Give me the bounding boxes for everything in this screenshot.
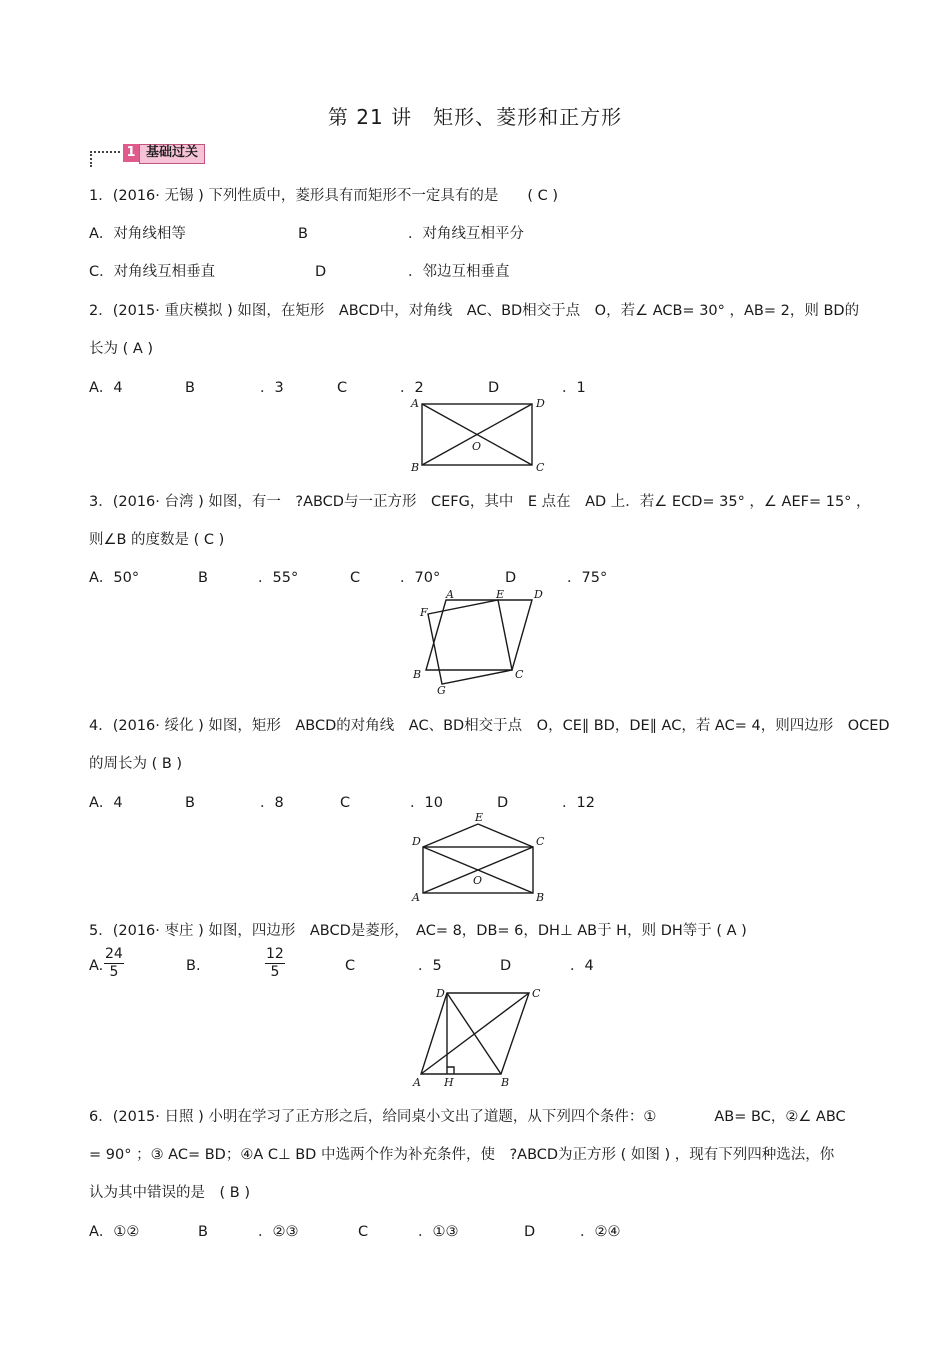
q6-stem-cont: = 90° ；③ AC= BD；④A C⊥ BD 中选两个作为补充条件，使 ?ABCD为正方形 ( 如图 ) ，现有下列四种选法，你 — [89, 1147, 835, 1163]
q5-option-b-fraction — [265, 946, 285, 981]
q4-stem: 4．(2016· 绥化 ) 如图，矩形 ABCD的对角线 AC、BD相交于点 O，CE∥ BD，DE∥ AC，若 AC= 4，则四边形 OCED — [89, 718, 890, 734]
q3-option-d-letter: D — [505, 570, 517, 586]
q2-label-c: C — [536, 461, 545, 474]
q3-option-b-letter: B — [198, 570, 208, 586]
q1-option-b-text: ．对角线互相平分 — [408, 226, 524, 242]
q4-label-b: B — [536, 891, 545, 904]
q3-option-c-letter: C — [350, 570, 361, 586]
q5-option-b-denominator: 5 — [270, 964, 280, 980]
page-title: 第 21 讲 矩形、菱形和正方形 — [327, 105, 623, 129]
q5-right-angle-mark — [447, 1067, 454, 1074]
q1-option-d-text: ．邻边互相垂直 — [408, 264, 510, 280]
q2-label-b: B — [411, 461, 420, 474]
q3-option-d-text: ．75° — [567, 570, 608, 586]
q4-label-d: D — [412, 835, 421, 848]
q6-option-c-text: ．①③ — [418, 1224, 459, 1240]
q5-label-c: C — [532, 987, 541, 1000]
q3-label-b: B — [413, 668, 422, 681]
q6-option-b-text: ．②③ — [258, 1224, 299, 1240]
q5-stem: 5．(2016· 枣庄 ) 如图，四边形 ABCD是菱形， AC= 8，DB= 6，DH⊥ AB于 H，则 DH等于 ( A ) — [89, 923, 747, 939]
q3-label-a: A — [446, 588, 454, 601]
q6-stem-cont2: 认为其中错误的是 ( B ) — [89, 1185, 250, 1201]
q2-stem: 2．(2015· 重庆模拟 ) 如图，在矩形 ABCD中，对角线 AC、BD相交于点 O，若∠ ACB= 30° ，AB= 2，则 BD的 — [89, 303, 860, 319]
q3-label-d: D — [534, 588, 543, 601]
q2-option-b-letter: B — [185, 380, 195, 396]
q5-option-b-numerator: 12 — [266, 946, 284, 962]
q5-option-d-letter: D — [500, 958, 512, 974]
q4-option-c-letter: C — [340, 795, 351, 811]
q5-label-b: B — [501, 1076, 510, 1089]
q3-square — [428, 600, 512, 684]
q1-option-d-letter: D — [315, 264, 327, 280]
q3-label-g: G — [437, 684, 446, 697]
q3-label-e: E — [496, 588, 505, 601]
q4-option-a: A．4 — [89, 795, 123, 811]
q5-option-a-fraction — [104, 946, 124, 981]
q4-label-o: O — [473, 874, 483, 887]
q2-option-c-letter: C — [337, 380, 348, 396]
q3-label-f: F — [420, 606, 428, 619]
q3-label-c: C — [515, 668, 524, 681]
q5-figure — [412, 987, 541, 1089]
q1-stem: 1．(2016· 无锡 ) 下列性质中，菱形具有而矩形不一定具有的是 ( C ) — [89, 188, 559, 204]
q6-option-d-letter: D — [524, 1224, 536, 1240]
q2-option-a: A．4 — [89, 380, 123, 396]
q6-option-d-text: ．②④ — [580, 1224, 621, 1240]
q1-option-a: A．对角线相等 — [89, 226, 186, 242]
q5-option-a-numerator: 24 — [105, 946, 123, 962]
q2-option-b-text: ．3 — [260, 380, 284, 396]
q4-option-c-text: ．10 — [410, 795, 443, 811]
q6-option-c-letter: C — [358, 1224, 369, 1240]
q2-label-o: O — [472, 440, 482, 453]
q5-option-a-denominator: 5 — [109, 964, 119, 980]
q3-option-a: A．50° — [89, 570, 140, 586]
q4-figure — [411, 811, 545, 904]
q2-label-a: A — [411, 397, 419, 410]
q1-option-c: C．对角线互相垂直 — [89, 264, 216, 280]
badge-number: 1 — [123, 144, 139, 162]
q5-option-b-label: B. — [186, 958, 201, 974]
q4-option-d-letter: D — [497, 795, 509, 811]
q3-parallelogram — [426, 600, 532, 670]
q2-option-d-text: ．1 — [562, 380, 586, 396]
q5-option-d-text: ．4 — [570, 958, 594, 974]
q2-option-d-letter: D — [488, 380, 500, 396]
q4-stem-cont: 的周长为 ( B ) — [89, 756, 183, 772]
q2-option-c-text: ．2 — [400, 380, 424, 396]
q5-label-d: D — [436, 987, 445, 1000]
q3-stem-cont: 则∠B 的度数是 ( C ) — [89, 532, 225, 548]
q5-diagonal-ac — [421, 993, 529, 1074]
q3-option-c-text: ．70° — [400, 570, 441, 586]
q5-label-h: H — [444, 1076, 454, 1089]
badge-label: 基础过关 — [139, 144, 205, 164]
q4-option-b-text: ．8 — [260, 795, 284, 811]
q4-label-e: E — [475, 811, 484, 824]
q4-segment-ce — [478, 824, 533, 847]
q5-option-c-letter: C — [345, 958, 356, 974]
q4-option-b-letter: B — [185, 795, 195, 811]
q6-stem: 6．(2015· 日照 ) 小明在学习了正方形之后，给同桌小文出了道题，从下列四个条件：① AB= BC，②∠ ABC — [89, 1109, 846, 1125]
q4-segment-de — [423, 824, 478, 847]
q2-figure — [410, 397, 545, 474]
q5-label-a: A — [413, 1076, 421, 1089]
q4-label-c: C — [536, 835, 545, 848]
q5-option-a-label: A. — [89, 958, 104, 974]
q2-label-d: D — [536, 397, 545, 410]
q3-figure — [412, 588, 543, 697]
q3-stem: 3．(2016· 台湾 ) 如图，有一 ?ABCD与一正方形 CEFG，其中 E 点在 AD 上．若∠ ECD= 35° ，∠ AEF= 15° ， — [89, 494, 871, 510]
q4-label-a: A — [412, 891, 420, 904]
q2-stem-cont: 长为 ( A ) — [89, 341, 154, 357]
q6-option-a: A．①② — [89, 1224, 140, 1240]
q1-option-b-letter: B — [298, 226, 308, 242]
q4-option-d-text: ．12 — [562, 795, 595, 811]
q5-option-c-text: ．5 — [418, 958, 442, 974]
q6-option-b-letter: B — [198, 1224, 208, 1240]
q3-option-b-text: ．55° — [258, 570, 299, 586]
